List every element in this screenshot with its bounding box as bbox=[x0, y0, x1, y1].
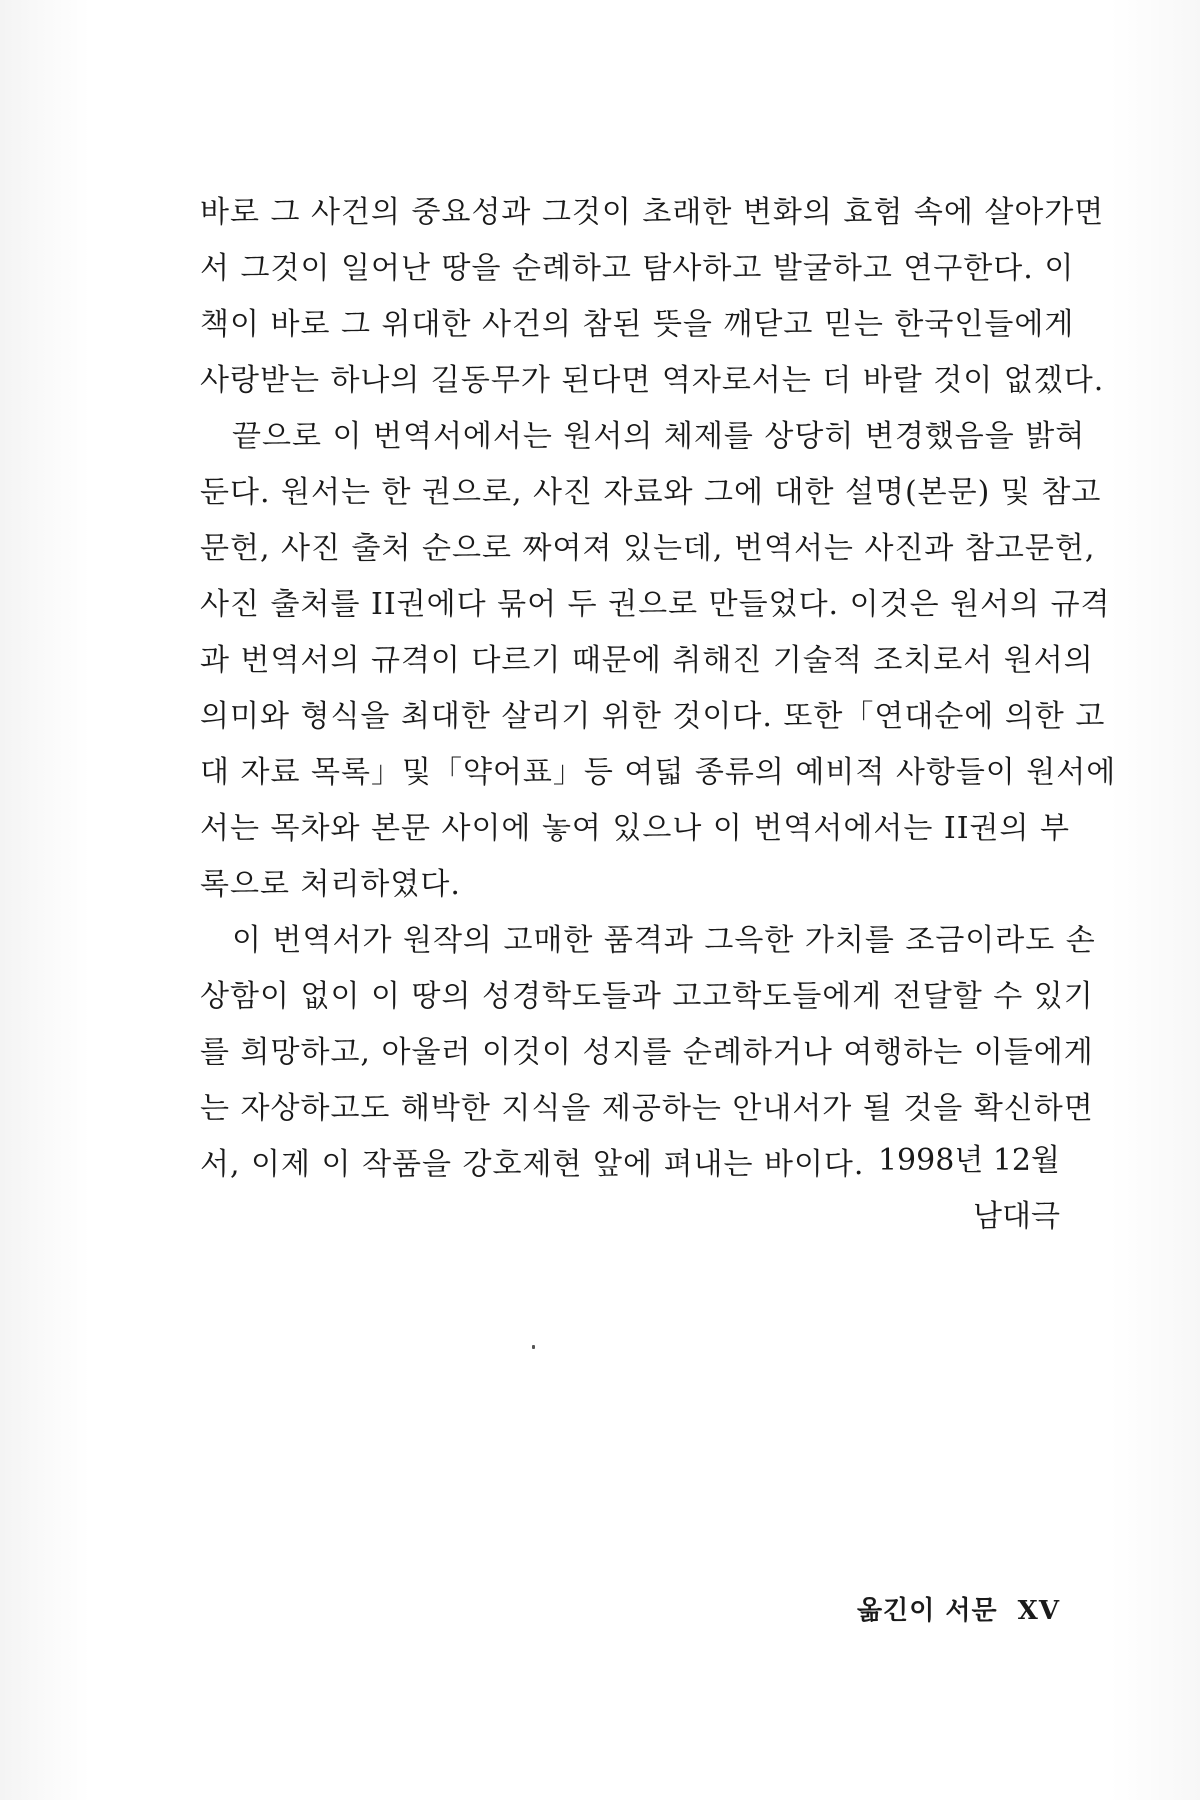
text-line: 서, 이제 이 작품을 강호제현 앞에 펴내는 바이다. bbox=[200, 1147, 865, 1182]
text-line: 서 그것이 일어난 땅을 순례하고 탐사하고 발굴하고 연구한다. 이 bbox=[200, 251, 1075, 286]
text-line: 끝으로 이 번역서에서는 원서의 체제를 상당히 변경했음을 밝혀 bbox=[232, 419, 1086, 454]
text-line: 서는 목차와 본문 사이에 놓여 있으나 이 번역서에서는 II권의 부 bbox=[200, 811, 1071, 846]
text-line: 둔다. 원서는 한 권으로, 사진 자료와 그에 대한 설명(본문) 및 참고 bbox=[200, 475, 1102, 510]
text-line: 사랑받는 하나의 길동무가 된다면 역자로서는 더 바랄 것이 없겠다. bbox=[200, 363, 1105, 398]
text-line: 대 자료 목록」및「약어표」등 여덟 종류의 예비적 사항들이 원서에 bbox=[200, 755, 1117, 790]
text-line: 를 희망하고, 아울러 이것이 성지를 순례하거나 여행하는 이들에게 bbox=[200, 1035, 1094, 1070]
text-line: 상함이 없이 이 땅의 성경학도들과 고고학도들에게 전달할 수 있기 bbox=[200, 979, 1094, 1014]
text-line: 문헌, 사진 출처 순으로 짜여져 있는데, 번역서는 사진과 참고문헌, bbox=[200, 531, 1096, 566]
text-line: 과 번역서의 규격이 다르기 때문에 취해진 기술적 조치로서 원서의 bbox=[200, 643, 1094, 678]
signature-date: 1998년 12월 bbox=[877, 1143, 1060, 1178]
signature-author: 남대극 bbox=[973, 1199, 1060, 1234]
footer-section-title: 옮긴이 서문 bbox=[857, 1596, 998, 1626]
body-text bbox=[200, 185, 1117, 1193]
scan-speck bbox=[532, 1345, 535, 1349]
text-line: 의미와 형식을 최대한 살리기 위한 것이다. 또한「연대순에 의한 고 bbox=[200, 699, 1106, 734]
page-footer bbox=[857, 1590, 1060, 1627]
signature-block bbox=[878, 1133, 1060, 1245]
page-number: XV bbox=[1017, 1596, 1060, 1626]
text-line: 이 번역서가 원작의 고매한 품격과 그윽한 가치를 조금이라도 손 bbox=[232, 923, 1096, 958]
text-line: 사진 출처를 II권에다 묶어 두 권으로 만들었다. 이것은 원서의 규격 bbox=[200, 587, 1111, 622]
text-line: 록으로 처리하였다. bbox=[200, 867, 461, 902]
text-line: 책이 바로 그 위대한 사건의 참된 뜻을 깨닫고 믿는 한국인들에게 bbox=[200, 307, 1075, 342]
text-line: 바로 그 사건의 중요성과 그것이 초래한 변화의 효험 속에 살아가면 bbox=[200, 195, 1105, 230]
text-line: 는 자상하고도 해박한 지식을 제공하는 안내서가 될 것을 확신하면 bbox=[200, 1091, 1094, 1126]
